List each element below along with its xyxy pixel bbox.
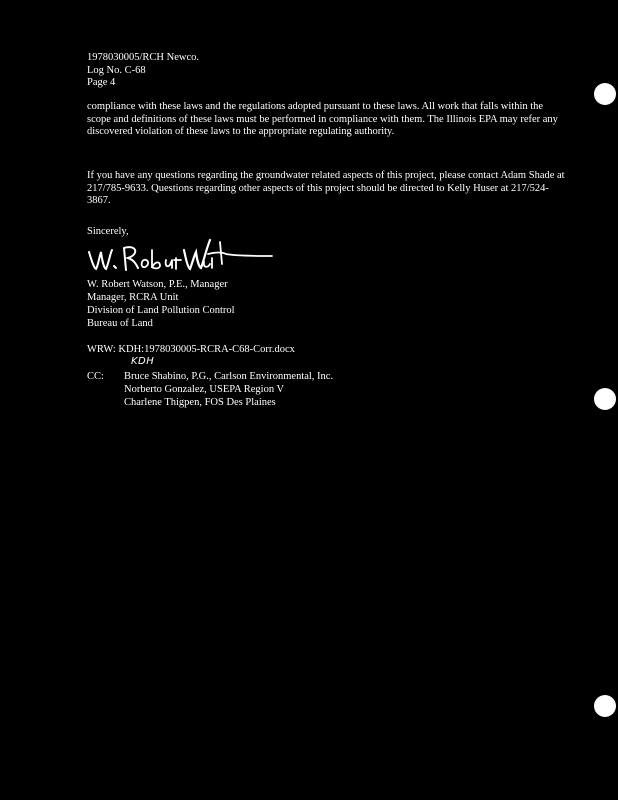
header-log-number: Log No. C-68 — [87, 64, 146, 76]
punch-hole-middle — [594, 388, 616, 410]
handwritten-signature — [86, 238, 276, 278]
signature-text: W. Robert Watson — [86, 238, 94, 239]
header-file-id: 1978030005/RCH Newco. — [87, 52, 199, 63]
cc-recipient-list — [124, 371, 333, 410]
punch-hole-bottom — [594, 695, 616, 717]
punch-hole-top — [594, 83, 616, 105]
cc-recipient: Charlene Thigpen, FOS Des Plaines — [124, 397, 276, 408]
header-page-number: Page 4 — [87, 77, 116, 88]
contact-text: If you have any questions regarding the groundwater related aspects of this project, please contact Adam Shade at 217/785-9633. Questions regarding other aspects of this project should be directed to Kelly Huser at 217/524-3867. — [87, 170, 565, 206]
contact-paragraph — [87, 170, 565, 208]
letter-header — [87, 52, 565, 90]
closing-salutation: Sincerely, — [87, 226, 129, 237]
cc-label: CC: — [87, 371, 104, 382]
signer-title: Manager, RCRA Unit — [87, 292, 179, 303]
signer-division: Division of Land Pollution Control — [87, 305, 235, 316]
cc-recipient: Bruce Shabino, P.G., Carlson Environmental, Inc. — [124, 371, 334, 382]
handwritten-initials: KDH — [131, 356, 155, 367]
signature-block — [87, 279, 565, 331]
reference-line — [87, 344, 565, 357]
signer-bureau: Bureau of Land — [87, 318, 153, 329]
signer-name: W. Robert Watson, P.E., Manager — [87, 279, 228, 290]
reference-initials: WRW: KDH:1978030005-RCRA-C68-Corr.docx — [87, 344, 295, 355]
cc-recipient: Norberto Gonzalez, USEPA Region V — [124, 384, 285, 395]
compliance-text: compliance with these laws and the regulations adopted pursuant to these laws. All work that falls within the scope and definitions of these laws must be performed in compliance with them. The Illinois EPA may refer any discovered violation of these laws to the appropriate regulating authority. — [87, 101, 558, 137]
compliance-paragraph — [87, 101, 565, 139]
